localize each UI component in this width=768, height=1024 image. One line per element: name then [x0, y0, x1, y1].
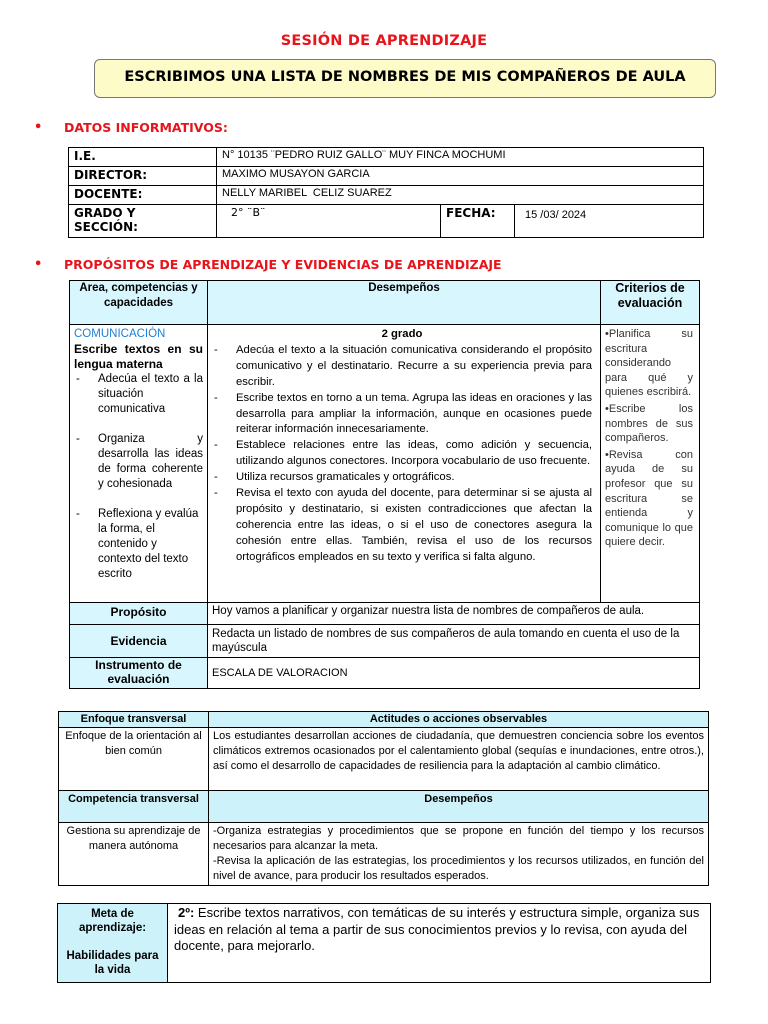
grado-value: 2° ¨B¨	[217, 205, 441, 238]
criterio-item: •Planifica su escritura considerando para qué y quienes escribirá.	[605, 328, 693, 399]
enfoque-col2: Actitudes o acciones observables	[209, 712, 709, 728]
instrumento-label: Instrumento de evaluación	[70, 658, 208, 689]
meta-table	[57, 903, 711, 983]
criterios-cell	[601, 325, 700, 603]
proposito-value: Hoy vamos a planificar y organizar nuestra lista de nombres de compañeros de aula.	[208, 603, 700, 625]
docente-value: NELLY MARIBEL CELIZ SUAREZ	[217, 186, 704, 205]
enfoque-text: Los estudiantes desarrollan acciones de ciudadanía, que demuestren conciencia sobre los eventos climáticos extremos ocasionados por el calentamiento global (sequías e inundaciones, entre otros.), así como el desarrollo de capacidades de resiliencia para la adaptación al cambio climático.	[209, 728, 709, 791]
desempeno-item: - Establece relaciones entre las ideas, como adición y secuencia, utilizando algunos conectores. Incorpora vocabulario de uso frecuente.	[212, 438, 592, 470]
col-criterios-header: Criterios de evaluación	[601, 281, 700, 325]
info-table	[68, 147, 704, 238]
capacidad-item: - Reflexiona y evalúa la forma, el contenido y contexto del texto escrito	[74, 507, 203, 582]
capacidad-item: - Adecúa el texto a la situación comunicativa	[74, 372, 203, 417]
meta-text: Escribe textos narrativos, con temáticas de su interés y estructura simple, organiza sus ideas en relación al tema a partir de sus conocimientos previos y lo revisa, con ayuda del docente, para mejorarlo.	[174, 905, 700, 953]
datos-heading: DATOS INFORMATIVOS:	[64, 120, 228, 135]
grado-label-line2: SECCIÓN:	[74, 220, 138, 234]
capacidad-item: - Organiza y desarrolla las ideas de forma coherente y cohesionada	[74, 432, 203, 492]
meta-label-cell	[58, 904, 168, 983]
session-title: SESIÓN DE APRENDIZAJE	[280, 33, 488, 49]
banner-title: ESCRIBIMOS UNA LISTA DE NOMBRES DE MIS COMPAÑEROS DE AULA	[124, 69, 686, 85]
competencia-text	[209, 823, 709, 886]
competencia-desempenos-label: Desempeños	[209, 791, 709, 823]
session-banner	[94, 59, 716, 98]
bullet-icon: •	[34, 120, 43, 135]
meta-text-cell	[168, 904, 711, 983]
proposito-label: Propósito	[70, 603, 208, 625]
propositos-table	[69, 280, 700, 689]
propositos-heading: PROPÓSITOS DE APRENDIZAJE Y EVIDENCIAS DE APRENDIZAJE	[64, 257, 502, 272]
desempeno-item: - Utiliza recursos gramaticales y ortográficos.	[212, 470, 592, 486]
desempeno-item: - Revisa el texto con ayuda del docente, para determinar si se ajusta al propósito y destinatario, si existen contradicciones que afectan la coherencia entre las ideas, o si el uso de conectores asegura la cohesión entre ellas. También, revisa el uso de los recursos ortográficos empleados en su texto y verifica si falta alguno.	[212, 486, 592, 566]
area-cell	[70, 325, 208, 603]
fecha-label: FECHA:	[441, 205, 515, 238]
competencia: Escribe textos en su lengua materna	[74, 342, 203, 371]
director-value: MAXIMO MUSAYON GARCIA	[217, 167, 704, 186]
grado-label	[69, 205, 217, 238]
enfoque-name: Enfoque de la orientación al bien común	[59, 728, 209, 791]
enfoque-col1: Enfoque transversal	[59, 712, 209, 728]
criterio-item: •Escribe los nombres de sus compañeros.	[605, 402, 693, 445]
instrumento-value: ESCALA DE VALORACION	[208, 658, 700, 689]
col-desempenos-header: Desempeños	[208, 281, 601, 325]
grado-title: 2 grado	[381, 328, 423, 340]
competencia-text-1: -Organiza estrategias y procedimientos que se propone en función del tiempo y los recursos necesarios para alcanzar la meta.	[213, 825, 704, 852]
competencia-name: Gestiona su aprendizaje de manera autónoma	[59, 823, 209, 886]
desempenos-cell	[208, 325, 601, 603]
desempeno-item: - Adecúa el texto a la situación comunicativa considerando el propósito comunicativo y el destinatario. Recurre a su experiencia previa para escribir.	[212, 343, 592, 391]
evidencia-value: Redacta un listado de nombres de sus compañeros de aula tomando en cuenta el uso de la mayúscula	[208, 625, 700, 658]
criterio-item: •Revisa con ayuda de su profesor que su escritura se entienda y comunique lo que quiere decir.	[605, 448, 693, 549]
docente-label: DOCENTE:	[69, 186, 217, 205]
bullet-icon: •	[34, 257, 43, 272]
competencia-label: Competencia transversal	[59, 791, 209, 823]
meta-grade: 2º:	[178, 905, 195, 920]
competencia-text-2: -Revisa la aplicación de las estrategias, los procedimientos y los recursos utilizados, en función del nivel de avance, para producir los resultados esperados.	[213, 855, 704, 882]
habilidades-label: Habilidades para la vida	[66, 950, 159, 976]
col-area-header: Area, competencias y capacidades	[70, 281, 208, 325]
ie-value: N° 10135 ¨PEDRO RUIZ GALLO¨ MUY FINCA MOCHUMI	[217, 148, 704, 167]
desempeno-item: - Escribe textos en torno a un tema. Agrupa las ideas en oraciones y las desarrolla para ampliar la información, aunque en ocasiones puede reiterar información innecesariamente.	[212, 391, 592, 439]
grado-label-line1: GRADO Y	[74, 206, 136, 220]
area-name: COMUNICACIÓN	[74, 328, 166, 340]
ie-label: I.E.	[69, 148, 217, 167]
enfoque-table	[58, 711, 709, 886]
fecha-value: 15 /03/ 2024	[515, 205, 704, 238]
meta-label: Meta de aprendizaje:	[78, 908, 147, 934]
evidencia-label: Evidencia	[70, 625, 208, 658]
director-label: DIRECTOR:	[69, 167, 217, 186]
